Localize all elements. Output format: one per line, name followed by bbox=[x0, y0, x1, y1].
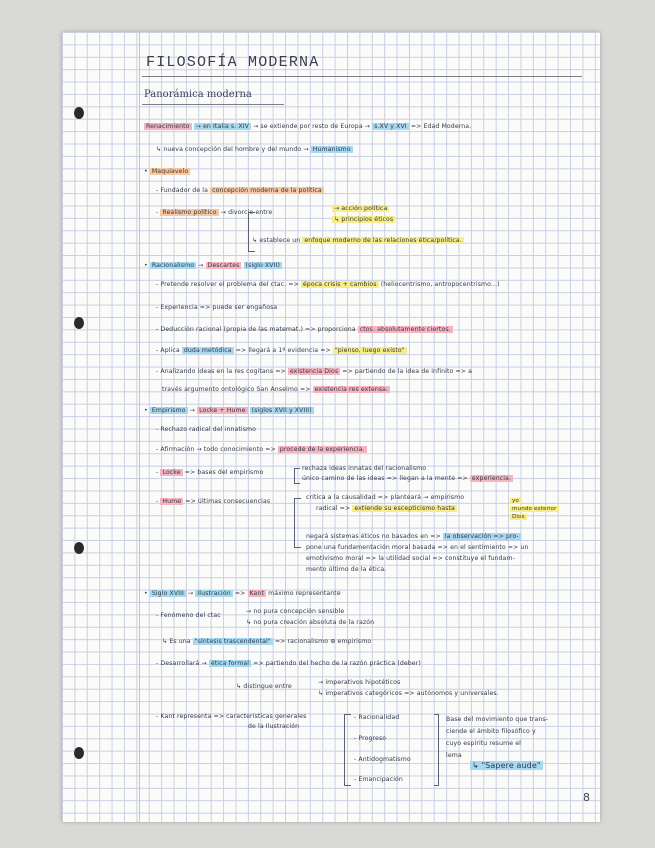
racionalismo-heading: • Racionalismo → Descartes (siglo XVII) bbox=[144, 262, 280, 269]
hume-sub-5: emotivismo moral => la utilidad social => constituye el fundam- bbox=[306, 555, 515, 562]
argumento-text: través argumento ontológico San Anselmo => bbox=[162, 386, 311, 393]
evidencia-text: => llegará a 1º evidencia => bbox=[235, 347, 331, 354]
ilustracion-sub-1: → no pura concepción sensible bbox=[246, 608, 345, 615]
ilustracion-line-6: de la Ilustración bbox=[248, 723, 300, 730]
bracket bbox=[434, 714, 439, 786]
razon-practica-text: => partiendo del hecho de la razón práctica (deber) bbox=[253, 660, 421, 667]
experiencia-highlight: experiencia. bbox=[471, 475, 512, 482]
locke-line: - Locke => bases del empirismo bbox=[156, 469, 264, 476]
renacimiento-line bbox=[144, 123, 471, 131]
enganosa-text: => puede ser engañosa bbox=[199, 304, 278, 311]
page-title: FILOSOFÍA MODERNA bbox=[146, 54, 320, 71]
empirismo-line-1: - Rechazo radical del innatismo bbox=[156, 426, 257, 433]
yo-highlight: yo bbox=[512, 498, 519, 504]
bracket bbox=[294, 468, 300, 484]
racionalismo-label: Racionalismo bbox=[151, 262, 195, 269]
sapere-aude bbox=[470, 762, 543, 770]
base-line-2: ciende el ámbito filosófico y bbox=[446, 728, 536, 735]
humanismo-highlight: Humanismo bbox=[312, 146, 351, 153]
accion-politica bbox=[332, 205, 389, 213]
hume-dios bbox=[510, 513, 527, 521]
racionalismo-line-4 bbox=[156, 347, 407, 355]
divorcio-text: → divorcio entre bbox=[220, 209, 273, 216]
aplica-text: - Aplica bbox=[156, 347, 180, 354]
hume-sub-1: crítica a la causalidad => planteará → empirismo bbox=[306, 494, 465, 501]
arrow: → bbox=[189, 407, 195, 414]
title-underline bbox=[142, 76, 582, 77]
deduccion-text: - Deducción racional (propia de las matemat.) => proporciona bbox=[156, 326, 356, 333]
locke-hume-label: Locke + Hume bbox=[199, 407, 246, 414]
procede-highlight: procede de la experiencia. bbox=[279, 446, 365, 453]
hume-mundo bbox=[510, 505, 559, 513]
humanismo-text: ↳ nueva concepción del hombre y del mundo → bbox=[156, 146, 309, 153]
accion-highlight: → acción política bbox=[334, 205, 388, 212]
arrow: → bbox=[198, 262, 204, 269]
notebook-page bbox=[62, 32, 600, 822]
cogito-highlight: "pienso, luego existo" bbox=[334, 347, 405, 354]
hume-label: Hume bbox=[162, 498, 182, 505]
principios-highlight: ↳ principios éticos bbox=[334, 216, 394, 223]
racionalismo-line-1 bbox=[156, 281, 500, 289]
bases-text: => bases del empirismo bbox=[184, 469, 264, 476]
punch-hole bbox=[74, 107, 84, 119]
realismo-label: Realismo político bbox=[162, 209, 217, 216]
subtitle-underline bbox=[142, 104, 284, 105]
empirismo-line-2 bbox=[156, 446, 367, 454]
ilustracion-sub-2: ↳ no pura creación absoluta de la razón bbox=[246, 619, 375, 626]
locke-sub-1: rechaza ideas innatas del racionalismo bbox=[302, 465, 427, 472]
racionalismo-line-5 bbox=[156, 368, 472, 376]
radical-text: radical => bbox=[316, 505, 351, 512]
observacion-highlight: la observación => pro- bbox=[444, 533, 519, 540]
page-number: 8 bbox=[583, 791, 590, 804]
desarrollara-text: - Desarrollará → bbox=[156, 660, 207, 667]
hume-sub-6: mento último de la ética. bbox=[306, 566, 387, 573]
ciertos-highlight: ctos. absolutamente ciertos. bbox=[359, 326, 451, 333]
hume-line: - Hume => últimas consecuencias bbox=[156, 498, 271, 505]
siglo-xvii-label: (siglo XVII) bbox=[245, 262, 280, 269]
locke-label: Locke bbox=[162, 469, 181, 476]
sapere-highlight: ↳ "Sapere aude" bbox=[472, 761, 541, 770]
principios-eticos bbox=[332, 216, 395, 224]
imperativos-hipoteticos: → imperativos hipotéticos bbox=[318, 679, 401, 686]
bracket bbox=[294, 498, 301, 548]
hume-sub-4: pone una fundamentación moral basada => en el sentimiento => un bbox=[306, 544, 529, 551]
crisis-highlight: época crisis + cambios bbox=[302, 281, 377, 288]
caracteristica-item: - Antidogmatismo bbox=[354, 756, 411, 763]
res-extensa-highlight: existencia res extensa. bbox=[314, 386, 389, 393]
fundador-text: - Fundador de la bbox=[156, 187, 209, 194]
siglo-xviii-label: Siglo XVIII bbox=[151, 590, 184, 597]
duda-highlight: duda metódica bbox=[183, 347, 232, 354]
kant-label: Kant bbox=[249, 590, 264, 597]
punch-hole bbox=[74, 317, 84, 329]
unico-camino-text: único camino de las ideas => llegan a la mente => bbox=[302, 475, 468, 482]
ilustracion-heading: • Siglo XVIII → Ilustración => Kant máximo representante bbox=[144, 590, 341, 597]
racionalismo-line-3 bbox=[156, 326, 453, 334]
bracket bbox=[344, 714, 351, 786]
escepticismo-highlight: extiende su escepticismo hasta bbox=[354, 505, 455, 512]
etica-formal-highlight: ética formal bbox=[210, 660, 250, 667]
margin-line bbox=[139, 32, 140, 822]
enfoque-highlight: enfoque moderno de las relaciones ética/política. bbox=[304, 237, 462, 244]
humanismo-line bbox=[156, 146, 353, 154]
siglos-highlight: s.XV y XVI bbox=[374, 123, 407, 130]
empirismo-heading: • Empirismo → Locke + Hume (siglos XVII y XVIII) bbox=[144, 407, 312, 414]
locke-sub-2 bbox=[302, 475, 513, 483]
caracteristica-item: - Emancipación bbox=[354, 776, 403, 783]
arrow: => bbox=[234, 590, 246, 597]
representante-text: máximo representante bbox=[268, 590, 341, 597]
mundo-highlight: mundo exterior bbox=[512, 506, 557, 512]
renacimiento-label: Renacimiento bbox=[146, 123, 190, 130]
sintesis-highlight: "síntesis trascendental" bbox=[194, 638, 271, 645]
ilustracion-label: Ilustración bbox=[197, 590, 231, 597]
ilustracion-line-5: - Kant representa => características generales bbox=[156, 713, 307, 720]
racionalismo-empirismo-text: => racionalismo ⊕ empirismo bbox=[274, 638, 372, 645]
maquiavelo-line-2: - Realismo político → divorcio entre bbox=[156, 209, 273, 216]
infinito-text: => partiendo de la idea de infinito => a bbox=[342, 368, 473, 375]
dios-highlight: existencia Dios bbox=[289, 368, 339, 375]
ilustracion-line-3 bbox=[156, 660, 421, 668]
pretende-text: - Pretende resolver el problema del ctac. => bbox=[156, 281, 299, 288]
negara-text: negará sistemas éticos no basados en => bbox=[306, 533, 441, 540]
analizando-text: - Analizando ideas en la res cogitans => bbox=[156, 368, 286, 375]
siglos-label: (siglos XVII y XVIII) bbox=[251, 407, 312, 414]
racionalismo-line-2 bbox=[156, 304, 277, 312]
maquiavelo-heading: • Maquiavelo bbox=[144, 168, 189, 175]
renac-text: → se extiende por resto de Europa → bbox=[253, 123, 371, 130]
punch-hole bbox=[74, 747, 84, 759]
arrow: → bbox=[188, 590, 194, 597]
base-line-1: Base del movimiento que trans- bbox=[446, 716, 549, 723]
ilustracion-line-4: ↳ distingue entre bbox=[236, 683, 292, 690]
caracteristica-item: - Progreso bbox=[354, 735, 387, 742]
descartes-label: Descartes bbox=[207, 262, 240, 269]
hume-yo bbox=[510, 497, 521, 505]
afirmacion-text: - Afirmación → todo conocimiento => bbox=[156, 446, 276, 453]
ultimas-text: => últimas consecuencias bbox=[185, 498, 271, 505]
italia-highlight: → en Italia s. XIV bbox=[195, 123, 249, 130]
experiencia-text: - Experiencia bbox=[156, 304, 198, 311]
ilustracion-line-2 bbox=[162, 638, 371, 646]
dios-highlight: Dios bbox=[512, 514, 525, 520]
page-subtitle: Panorámica moderna bbox=[144, 89, 252, 100]
hume-sub-2 bbox=[316, 505, 457, 513]
concepcion-highlight: concepción moderna de la política bbox=[212, 187, 322, 194]
establece-text: ↳ establece un bbox=[252, 237, 301, 244]
punch-hole bbox=[74, 542, 84, 554]
hume-sub-3 bbox=[306, 533, 521, 541]
maquiavelo-line-1 bbox=[156, 187, 324, 195]
ilustracion-line-1: - Fenómeno del ctac bbox=[156, 612, 221, 619]
es-una-text: ↳ Es una bbox=[162, 638, 191, 645]
heliocentrismo-text: (heliocentrismo, antropocentrismo...) bbox=[380, 281, 500, 288]
bracket bbox=[248, 212, 255, 252]
base-line-3: cuyo espíritu resume el bbox=[446, 740, 521, 747]
maquiavelo-label: Maquiavelo bbox=[151, 168, 189, 175]
maquiavelo-line-3 bbox=[252, 237, 464, 245]
imperativos-categoricos: ↳ imperativos categóricos => autónomos y universales. bbox=[318, 690, 499, 697]
racionalismo-line-6 bbox=[162, 386, 390, 394]
base-line-4: lema bbox=[446, 752, 462, 759]
empirismo-label: Empirismo bbox=[151, 407, 186, 414]
caracteristica-item: - Racionalidad bbox=[354, 714, 400, 721]
edad-moderna-text: => Edad Moderna. bbox=[410, 123, 472, 130]
